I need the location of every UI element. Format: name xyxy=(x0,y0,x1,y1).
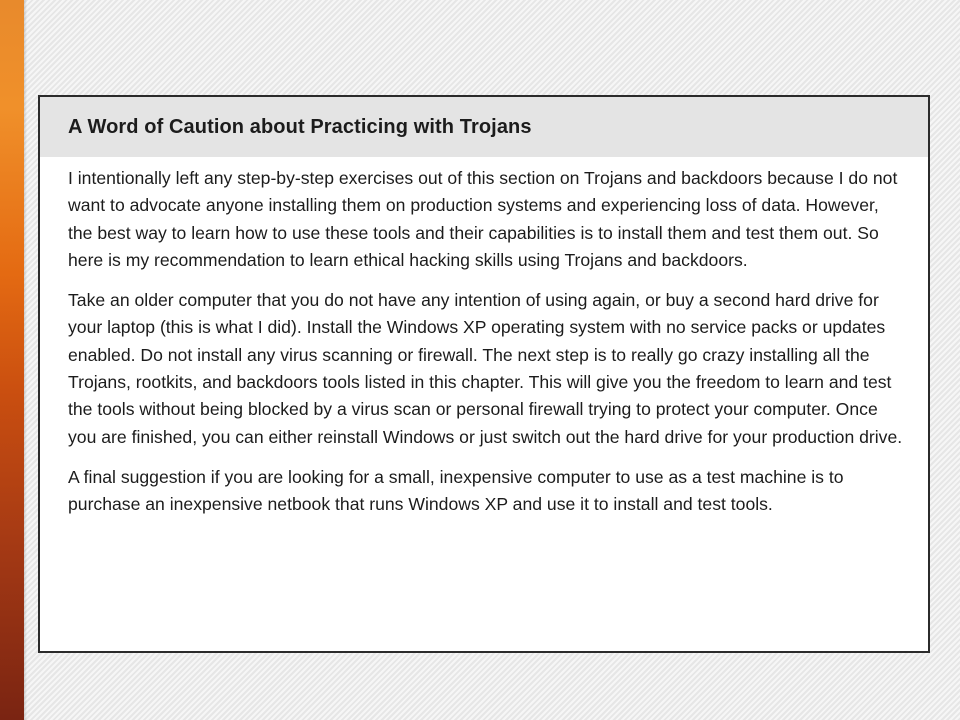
caution-box-title: A Word of Caution about Practicing with Trojans xyxy=(68,115,532,138)
caution-box-body xyxy=(40,157,928,519)
decorative-side-bar xyxy=(0,0,24,720)
paragraph-setup-instructions: Take an older computer that you do not have any intention of using again, or buy a second hard drive for your laptop (this is what I did). Install the Windows XP operating system with no service packs or updates enabled. Do not install any virus scanning or firewall. The next step is to really go crazy installing all the Trojans, rootkits, and backdoors tools listed in this chapter. This will give you the freedom to learn and test the tools without being blocked by a virus scan or personal firewall trying to protect your computer. Once you are finished, you can either reinstall Windows or just switch out the hard drive for your production drive. xyxy=(68,290,903,447)
caution-sidebar-box xyxy=(38,95,930,653)
paragraph-intro: I intentionally left any step-by-step exercises out of this section on Trojans and backdoors because I do not want to advocate anyone installing them on production systems and experiencing loss of data. However, the best way to learn how to use these tools and their capabilities is to install them and test them out. So here is my recommendation to learn ethical hacking skills using Trojans and backdoors. xyxy=(68,168,898,270)
paragraph-final-suggestion: A final suggestion if you are looking for a small, inexpensive computer to use as a test machine is to purchase an inexpensive netbook that runs Windows XP and use it to install and test tools. xyxy=(68,466,844,515)
caution-box-header xyxy=(40,97,928,157)
